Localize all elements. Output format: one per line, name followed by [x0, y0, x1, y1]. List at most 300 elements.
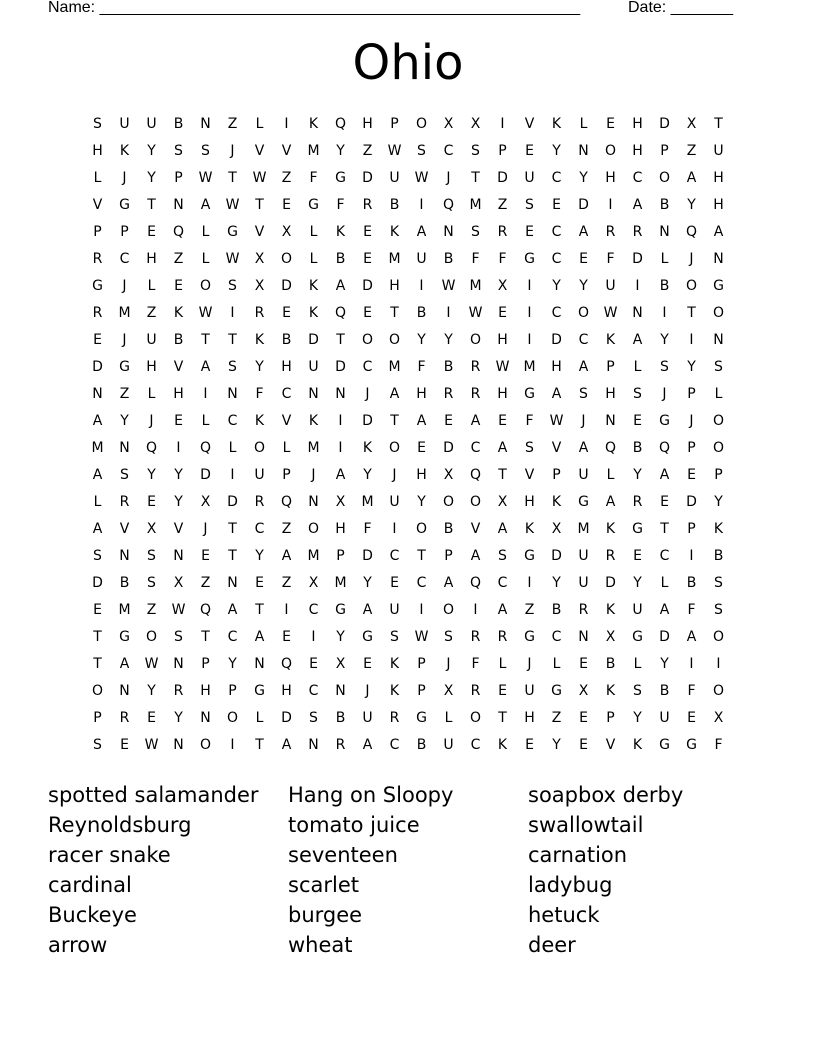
grid-letter: T [660, 521, 669, 537]
grid-letter: D [362, 278, 373, 294]
grid-letter: S [93, 116, 102, 132]
grid-letter: Y [552, 278, 561, 294]
grid-letter: T [228, 521, 237, 537]
grid-letter: E [255, 575, 264, 591]
grid-letter: Y [714, 494, 723, 510]
grid-letter: W [225, 251, 240, 267]
grid-letter: M [307, 440, 320, 456]
grid-letter: P [660, 143, 669, 159]
grid-letter: B [335, 710, 346, 726]
grid-letter: X [497, 494, 508, 510]
grid-letter: Z [227, 116, 238, 132]
grid-letter: H [146, 359, 157, 375]
grid-letter: E [525, 737, 534, 753]
grid-letter: T [201, 332, 210, 348]
grid-letter: V [524, 467, 535, 483]
grid-letter: A [686, 170, 697, 186]
grid-letter: G [335, 170, 346, 186]
grid-letter: A [362, 737, 373, 753]
grid-letter: E [417, 440, 426, 456]
grid-letter: J [689, 251, 694, 267]
grid-letter: M [469, 197, 482, 213]
grid-letter: R [443, 386, 454, 402]
grid-letter: H [497, 332, 508, 348]
grid-letter: E [579, 737, 588, 753]
page-title: Ohio [352, 35, 464, 91]
grid-letter: B [659, 197, 670, 213]
grid-letter: E [579, 656, 588, 672]
grid-letter: Q [469, 575, 482, 591]
grid-letter: S [174, 629, 183, 645]
grid-letter: G [335, 602, 346, 618]
grid-letter: V [281, 413, 292, 429]
grid-letter: W [171, 602, 186, 618]
grid-letter: M [388, 359, 401, 375]
grid-letter: A [335, 278, 346, 294]
grid-letter: T [228, 332, 237, 348]
grid-letter: D [686, 494, 697, 510]
grid-letter: H [551, 359, 562, 375]
grid-letter: D [578, 197, 589, 213]
grid-letter: Y [687, 359, 696, 375]
grid-letter: S [120, 467, 129, 483]
grid-letter: K [254, 332, 265, 348]
grid-letter: E [363, 251, 372, 267]
grid-letter: E [120, 737, 129, 753]
grid-letter: J [149, 413, 154, 429]
grid-letter: H [632, 143, 643, 159]
grid-letter: E [147, 710, 156, 726]
grid-letter: T [255, 197, 264, 213]
grid-letter: W [144, 656, 159, 672]
grid-letter: C [551, 170, 562, 186]
grid-letter: T [390, 305, 399, 321]
grid-letter: C [281, 386, 292, 402]
grid-letter: G [119, 197, 130, 213]
grid-letter: N [92, 386, 103, 402]
grid-letter: L [282, 440, 291, 456]
grid-letter: G [524, 548, 535, 564]
grid-letter: J [230, 143, 235, 159]
grid-letter: E [633, 548, 642, 564]
grid-letter: T [687, 305, 696, 321]
grid-letter: O [442, 602, 455, 618]
grid-letter: Y [444, 332, 453, 348]
grid-letter: Q [280, 656, 293, 672]
grid-letter: D [632, 251, 643, 267]
grid-letter: C [551, 305, 562, 321]
grid-letter: C [632, 170, 643, 186]
grid-letter: G [92, 278, 103, 294]
grid-letter: P [417, 656, 426, 672]
grid-letter: N [227, 386, 238, 402]
grid-letter: J [689, 413, 694, 429]
grid-letter: O [469, 332, 482, 348]
grid-letter: I [689, 548, 694, 564]
grid-letter: A [632, 197, 643, 213]
grid-letter: E [552, 197, 561, 213]
grid-letter: S [579, 386, 588, 402]
grid-letter: N [173, 737, 184, 753]
grid-letter: V [173, 359, 184, 375]
grid-letter: L [444, 710, 453, 726]
grid-letter: A [389, 386, 400, 402]
grid-letter: U [524, 683, 535, 699]
grid-letter: O [415, 521, 428, 537]
grid-letter: Z [551, 710, 562, 726]
grid-letter: B [281, 332, 292, 348]
grid-letter: S [228, 359, 237, 375]
grid-letter: Y [417, 332, 426, 348]
grid-letter: K [254, 413, 265, 429]
grid-letter: W [549, 413, 564, 429]
grid-letter: E [579, 710, 588, 726]
grid-letter: X [254, 251, 265, 267]
grid-letter: J [446, 170, 451, 186]
grid-letter: J [122, 170, 127, 186]
grid-letter: A [578, 224, 589, 240]
grid-letter: S [633, 683, 642, 699]
word-bank-item: Buckeye [48, 903, 137, 927]
word-bank-item: racer snake [48, 843, 171, 867]
grid-letter: O [199, 278, 212, 294]
grid-letter: M [388, 251, 401, 267]
grid-letter: G [119, 629, 130, 645]
grid-letter: H [713, 170, 724, 186]
grid-letter: G [416, 710, 427, 726]
grid-letter: O [280, 251, 293, 267]
grid-letter: U [443, 737, 454, 753]
word-bank-item: spotted salamander [48, 783, 259, 807]
grid-letter: C [470, 440, 481, 456]
grid-letter: S [390, 629, 399, 645]
grid-letter: N [308, 386, 319, 402]
grid-letter: V [281, 143, 292, 159]
grid-letter: E [147, 224, 156, 240]
grid-letter: I [716, 656, 721, 672]
grid-letter: H [605, 386, 616, 402]
grid-letter: Z [119, 386, 130, 402]
grid-letter: L [201, 251, 210, 267]
grid-letter: A [497, 602, 508, 618]
grid-letter: R [119, 494, 130, 510]
grid-letter: U [578, 575, 589, 591]
grid-letter: P [606, 710, 615, 726]
grid-letter: X [281, 224, 292, 240]
grid-letter: C [227, 629, 238, 645]
grid-letter: M [307, 143, 320, 159]
grid-letter: B [389, 197, 400, 213]
grid-letter: Y [660, 656, 669, 672]
grid-letter: K [632, 737, 643, 753]
grid-letter: N [119, 548, 130, 564]
grid-letter: L [147, 278, 156, 294]
grid-letter: T [390, 413, 399, 429]
word-bank-item: deer [528, 933, 576, 957]
grid-letter: D [605, 575, 616, 591]
grid-letter: N [335, 386, 346, 402]
grid-letter: V [605, 737, 616, 753]
grid-letter: C [551, 629, 562, 645]
grid-letter: L [93, 494, 102, 510]
grid-letter: Y [255, 548, 264, 564]
grid-letter: L [714, 386, 723, 402]
grid-letter: Q [172, 224, 185, 240]
grid-letter: E [498, 413, 507, 429]
grid-letter: F [309, 170, 318, 186]
grid-letter: J [122, 278, 127, 294]
grid-letter: T [201, 629, 210, 645]
grid-letter: A [92, 467, 103, 483]
grid-letter: N [578, 143, 589, 159]
grid-letter: B [443, 251, 454, 267]
grid-letter: O [604, 143, 617, 159]
grid-letter: H [281, 683, 292, 699]
grid-letter: O [469, 494, 482, 510]
grid-letter: C [551, 251, 562, 267]
grid-letter: K [119, 143, 130, 159]
grid-letter: J [122, 332, 127, 348]
grid-letter: E [282, 629, 291, 645]
grid-letter: D [659, 116, 670, 132]
grid-letter: T [255, 737, 264, 753]
grid-letter: N [659, 224, 670, 240]
grid-letter: K [713, 521, 724, 537]
grid-letter: T [255, 602, 264, 618]
grid-letter: N [227, 575, 238, 591]
grid-letter: X [470, 116, 481, 132]
word-bank-item: hetuck [528, 903, 600, 927]
grid-letter: P [714, 467, 723, 483]
grid-letter: B [605, 656, 616, 672]
grid-letter: R [497, 629, 508, 645]
word-bank-item: burgee [288, 903, 363, 927]
grid-letter: Z [281, 521, 292, 537]
grid-letter: G [713, 278, 724, 294]
grid-letter: C [227, 413, 238, 429]
grid-letter: W [198, 305, 213, 321]
grid-letter: U [389, 170, 400, 186]
grid-letter: R [470, 386, 481, 402]
grid-letter: R [254, 494, 265, 510]
grid-letter: G [632, 629, 643, 645]
grid-letter: N [578, 629, 589, 645]
grid-letter: B [416, 305, 427, 321]
grid-letter: D [497, 170, 508, 186]
grid-letter: G [551, 683, 562, 699]
grid-letter: S [444, 629, 453, 645]
grid-letter: E [282, 305, 291, 321]
word-bank-item: wheat [288, 933, 353, 957]
grid-letter: M [334, 575, 347, 591]
grid-letter: J [365, 683, 370, 699]
grid-letter: R [470, 629, 481, 645]
grid-letter: X [254, 278, 265, 294]
grid-letter: F [714, 737, 723, 753]
grid-letter: W [225, 197, 240, 213]
grid-letter: X [686, 116, 697, 132]
grid-letter: N [173, 656, 184, 672]
grid-letter: R [335, 737, 346, 753]
grid-letter: F [417, 359, 426, 375]
grid-letter: J [581, 413, 586, 429]
grid-letter: B [173, 116, 184, 132]
grid-letter: O [712, 413, 725, 429]
grid-letter: K [389, 683, 400, 699]
word-bank-item: swallowtail [528, 813, 644, 837]
grid-letter: M [118, 305, 131, 321]
grid-letter: X [497, 278, 508, 294]
grid-letter: W [603, 305, 618, 321]
grid-letter: N [605, 413, 616, 429]
grid-letter: Z [524, 602, 535, 618]
grid-letter: A [92, 413, 103, 429]
grid-letter: L [633, 656, 642, 672]
grid-letter: R [389, 710, 400, 726]
grid-letter: Y [660, 332, 669, 348]
grid-letter: S [417, 143, 426, 159]
grid-letter: O [91, 683, 104, 699]
word-bank-item: tomato juice [288, 813, 420, 837]
grid-letter: L [201, 224, 210, 240]
grid-letter: E [687, 467, 696, 483]
grid-letter: Q [145, 440, 158, 456]
grid-letter: M [523, 359, 536, 375]
grid-letter: Y [336, 629, 345, 645]
grid-letter: L [660, 575, 669, 591]
grid-letter: T [714, 116, 723, 132]
grid-letter: V [524, 116, 535, 132]
grid-letter: W [495, 359, 510, 375]
grid-letter: W [468, 305, 483, 321]
grid-letter: A [659, 602, 670, 618]
grid-letter: K [335, 224, 346, 240]
grid-letter: I [608, 197, 613, 213]
grid-letter: Y [147, 683, 156, 699]
grid-letter: B [119, 575, 130, 591]
grid-letter: X [308, 575, 319, 591]
grid-letter: N [713, 251, 724, 267]
grid-letter: C [362, 359, 373, 375]
grid-letter: L [552, 656, 561, 672]
grid-letter: B [659, 683, 670, 699]
grid-letter: O [712, 629, 725, 645]
grid-letter: F [363, 521, 372, 537]
grid-letter: X [146, 521, 157, 537]
grid-letter: O [145, 629, 158, 645]
grid-letter: G [254, 683, 265, 699]
grid-letter: C [443, 143, 454, 159]
grid-letter: S [174, 143, 183, 159]
grid-letter: H [200, 683, 211, 699]
grid-letter: H [416, 386, 427, 402]
grid-letter: S [228, 278, 237, 294]
grid-letter: K [173, 305, 184, 321]
grid-letter: A [497, 521, 508, 537]
grid-letter: Y [633, 710, 642, 726]
grid-letter: V [173, 521, 184, 537]
grid-letter: L [201, 413, 210, 429]
grid-letter: G [632, 521, 643, 537]
grid-letter: N [335, 683, 346, 699]
word-bank-item: seventeen [288, 843, 398, 867]
grid-letter: O [469, 710, 482, 726]
grid-letter: G [227, 224, 238, 240]
grid-letter: J [392, 467, 397, 483]
grid-letter: D [659, 629, 670, 645]
grid-letter: A [92, 521, 103, 537]
grid-letter: I [662, 305, 667, 321]
word-bank-item: cardinal [48, 873, 132, 897]
grid-letter: J [662, 386, 667, 402]
grid-letter: P [174, 170, 183, 186]
grid-letter: O [685, 278, 698, 294]
grid-letter: E [579, 251, 588, 267]
grid-letter: H [524, 710, 535, 726]
grid-letter: G [524, 386, 535, 402]
grid-letter: I [473, 602, 478, 618]
grid-letter: E [363, 305, 372, 321]
grid-letter: A [281, 548, 292, 564]
grid-letter: D [281, 278, 292, 294]
grid-letter: Y [363, 575, 372, 591]
grid-letter: Y [633, 575, 642, 591]
grid-letter: R [497, 224, 508, 240]
grid-letter: Y [174, 710, 183, 726]
grid-letter: Q [685, 224, 698, 240]
grid-letter: A [713, 224, 724, 240]
grid-letter: H [524, 494, 535, 510]
grid-letter: M [91, 440, 104, 456]
grid-letter: K [605, 602, 616, 618]
grid-letter: O [388, 332, 401, 348]
grid-letter: Q [442, 197, 455, 213]
grid-letter: A [686, 629, 697, 645]
grid-letter: I [635, 278, 640, 294]
grid-letter: X [605, 629, 616, 645]
grid-letter: G [578, 494, 589, 510]
grid-letter: S [714, 602, 723, 618]
grid-letter: X [713, 710, 724, 726]
grid-letter: C [308, 683, 319, 699]
grid-letter: U [389, 494, 400, 510]
grid-letter: Q [604, 440, 617, 456]
grid-letter: P [282, 467, 291, 483]
grid-letter: K [308, 116, 319, 132]
grid-letter: W [252, 170, 267, 186]
grid-letter: K [551, 116, 562, 132]
grid-letter: V [254, 224, 265, 240]
grid-letter: R [578, 602, 589, 618]
grid-letter: S [93, 548, 102, 564]
grid-letter: L [255, 710, 264, 726]
grid-letter: U [524, 170, 535, 186]
grid-letter: L [93, 170, 102, 186]
word-bank-item: arrow [48, 933, 108, 957]
grid-letter: P [444, 548, 453, 564]
grid-letter: A [470, 413, 481, 429]
grid-letter: E [309, 656, 318, 672]
grid-letter: F [687, 683, 696, 699]
grid-letter: E [444, 413, 453, 429]
name-field-line: Name: ______________________________________________________ [48, 0, 581, 16]
grid-letter: U [605, 278, 616, 294]
grid-letter: U [308, 359, 319, 375]
grid-letter: H [713, 197, 724, 213]
grid-letter: O [199, 737, 212, 753]
grid-letter: D [92, 575, 103, 591]
grid-letter: Q [199, 440, 212, 456]
